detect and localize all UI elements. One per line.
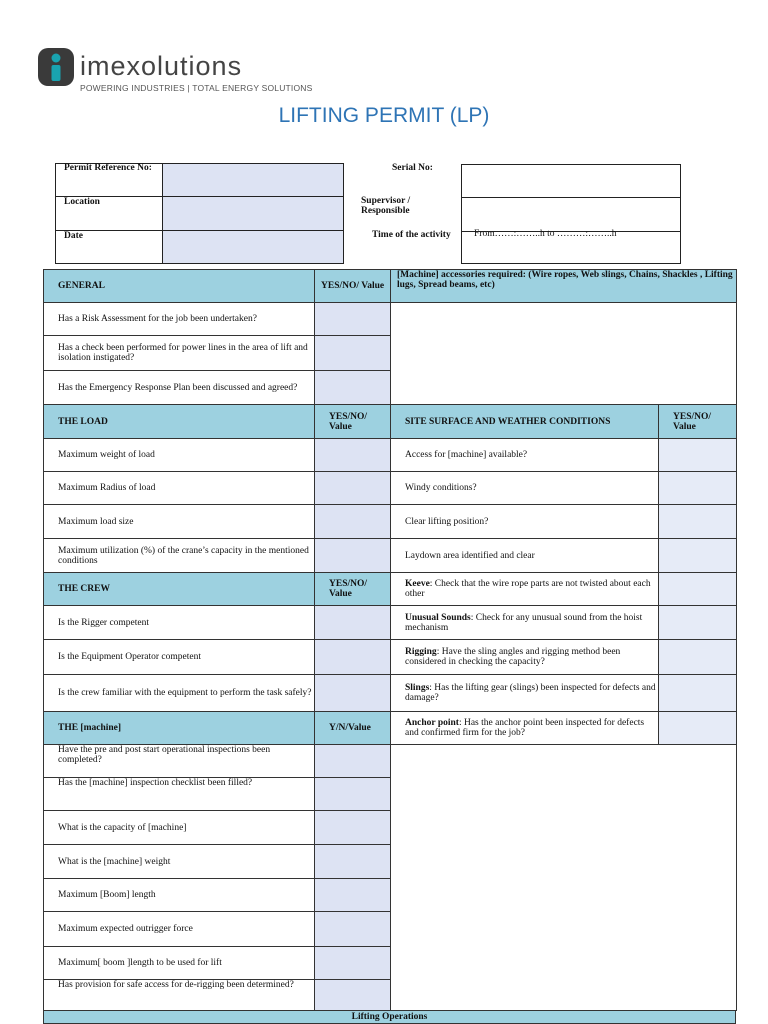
- lifting-operations-heading: Lifting Operations: [43, 1010, 736, 1024]
- page-title: LIFTING PERMIT (LP): [278, 104, 490, 127]
- supervisor-field[interactable]: [461, 197, 681, 232]
- notes-area[interactable]: [391, 745, 737, 1011]
- logo-mark-icon: [38, 48, 74, 86]
- load-row: Maximum utilization (%) of the crane’s capacity in the mentioned conditions: [44, 539, 315, 573]
- crew-col-heading: YES/NO/ Value: [315, 573, 391, 606]
- site-answer[interactable]: [659, 439, 737, 472]
- check-item: Slings: Has the lifting gear (slings) been inspected for defects and damage?: [391, 675, 659, 712]
- permit-ref-field[interactable]: [163, 164, 343, 196]
- machine-row: Maximum [Boom] length: [44, 879, 315, 912]
- crew-answer[interactable]: [315, 606, 391, 640]
- site-answer[interactable]: [659, 539, 737, 573]
- general-row: Has a check been performed for power lines in the area of lift and isolation instigated?: [44, 336, 315, 371]
- load-answer[interactable]: [315, 472, 391, 505]
- accessories-heading: [Machine] accessories required: (Wire ropes, Web slings, Chains, Shackles , Lifting lugs, Spread beams, etc): [391, 270, 737, 303]
- date-field[interactable]: [163, 231, 343, 263]
- date-label: Date: [64, 231, 83, 241]
- check-answer[interactable]: [659, 640, 737, 675]
- general-row: Has a Risk Assessment for the job been undertaken?: [44, 303, 315, 336]
- crew-answer[interactable]: [315, 640, 391, 675]
- check-item: Keeve: Check that the wire rope parts are not twisted about each other: [391, 573, 659, 606]
- location-label: Location: [64, 197, 100, 207]
- crew-row: Is the crew familiar with the equipment to perform the task safely?: [44, 675, 315, 712]
- crew-row: Is the Rigger competent: [44, 606, 315, 640]
- machine-row: What is the [machine] weight: [44, 845, 315, 879]
- machine-answer[interactable]: [315, 879, 391, 912]
- machine-row: Maximum[ boom ]length to be used for lift: [44, 947, 315, 980]
- check-answer[interactable]: [659, 606, 737, 640]
- general-answer[interactable]: [315, 303, 391, 336]
- machine-heading: THE [machine]: [44, 712, 315, 745]
- machine-col-heading: Y/N/Value: [315, 712, 391, 745]
- check-answer[interactable]: [659, 675, 737, 712]
- machine-row: Have the pre and post start operational inspections been completed?: [44, 745, 315, 778]
- check-item: Unusual Sounds: Check for any unusual sound from the hoist mechanism: [391, 606, 659, 640]
- site-answer[interactable]: [659, 505, 737, 539]
- load-row: Maximum Radius of load: [44, 472, 315, 505]
- load-row: Maximum weight of load: [44, 439, 315, 472]
- machine-row: Has the [machine] inspection checklist been filled?: [44, 778, 315, 811]
- general-answer[interactable]: [315, 336, 391, 371]
- location-field[interactable]: [163, 197, 343, 230]
- site-answer[interactable]: [659, 472, 737, 505]
- logo-wordmark: imexolutions: [80, 51, 243, 81]
- general-col-heading: YES/NO/ Value: [315, 270, 391, 303]
- machine-answer[interactable]: [315, 947, 391, 980]
- general-row: Has the Emergency Response Plan been discussed and agreed?: [44, 371, 315, 405]
- site-col-heading: YES/NO/ Value: [659, 405, 737, 439]
- check-item: Rigging: Have the sling angles and rigging method been considered in checking the capacity?: [391, 640, 659, 675]
- machine-answer[interactable]: [315, 811, 391, 845]
- crew-answer[interactable]: [315, 675, 391, 712]
- machine-answer[interactable]: [315, 912, 391, 947]
- load-row: Maximum load size: [44, 505, 315, 539]
- site-heading: SITE SURFACE AND WEATHER CONDITIONS: [391, 405, 659, 439]
- site-row: Access for [machine] available?: [391, 439, 659, 472]
- general-heading: GENERAL: [44, 270, 315, 303]
- accessories-field[interactable]: [391, 303, 737, 405]
- permit-ref-label: Permit Reference No:: [64, 163, 152, 173]
- machine-row: Maximum expected outrigger force: [44, 912, 315, 947]
- machine-answer[interactable]: [315, 845, 391, 879]
- check-answer[interactable]: [659, 712, 737, 745]
- machine-row: Has provision for safe access for de-rigging been determined?: [44, 980, 315, 1011]
- time-label: Time of the activity: [372, 230, 451, 240]
- crew-heading: THE CREW: [44, 573, 315, 606]
- time-value: From……:……..h to ………:……..h: [474, 229, 617, 239]
- site-row: Clear lifting position?: [391, 505, 659, 539]
- check-answer[interactable]: [659, 573, 737, 606]
- serial-label: Serial No:: [392, 163, 433, 173]
- machine-answer[interactable]: [315, 745, 391, 778]
- supervisor-label: Supervisor / Responsible: [361, 196, 411, 216]
- load-col-heading: YES/NO/ Value: [315, 405, 391, 439]
- permit-checklist-table: [43, 269, 737, 1011]
- serial-field[interactable]: [461, 164, 681, 198]
- site-row: Laydown area identified and clear: [391, 539, 659, 573]
- site-row: Windy conditions?: [391, 472, 659, 505]
- machine-answer[interactable]: [315, 778, 391, 811]
- load-answer[interactable]: [315, 439, 391, 472]
- load-heading: THE LOAD: [44, 405, 315, 439]
- company-logo: [38, 46, 313, 98]
- check-item: Anchor point: Has the anchor point been inspected for defects and confirmed firm for the job?: [391, 712, 659, 745]
- machine-row: What is the capacity of [machine]: [44, 811, 315, 845]
- load-answer[interactable]: [315, 539, 391, 573]
- machine-answer[interactable]: [315, 980, 391, 1011]
- crew-row: Is the Equipment Operator competent: [44, 640, 315, 675]
- general-answer[interactable]: [315, 371, 391, 405]
- logo-tagline: POWERING INDUSTRIES | TOTAL ENERGY SOLUTIONS: [80, 83, 313, 93]
- load-answer[interactable]: [315, 505, 391, 539]
